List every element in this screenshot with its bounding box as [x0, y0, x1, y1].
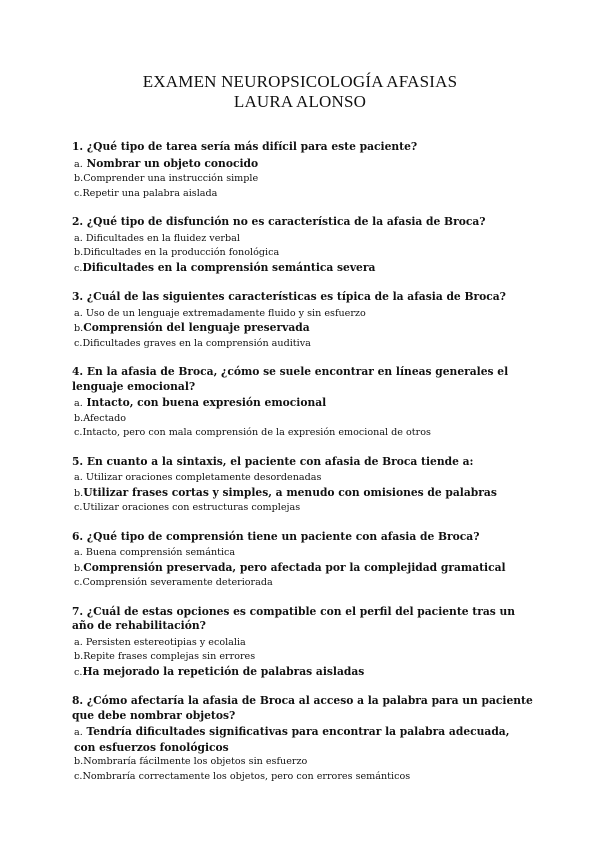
option-text: Dificultades en la fluidez verbal — [85, 232, 240, 244]
option-letter: c. — [74, 502, 83, 513]
option-text: Nombraría fácilmente los objetos sin esfuerzo — [83, 756, 308, 767]
option-letter: c. — [74, 187, 83, 199]
question-text: 4. En la afasia de Broca, ¿cómo se suele encontrar en líneas generales el lenguaje emocional? — [72, 365, 509, 393]
option-a-selected — [74, 157, 534, 173]
option-b-selected — [74, 486, 534, 502]
option-text: Comprensión del lenguaje preservada — [83, 321, 310, 334]
option-letter: a. — [74, 158, 83, 170]
question-4 — [72, 365, 534, 441]
option-text: Intacto, con buena expresión emocional — [86, 396, 327, 409]
option-a — [74, 307, 534, 322]
option-letter: b. — [74, 412, 84, 424]
option-text: Uso de un lenguaje extremadamente fluido y sin esfuerzo — [85, 307, 366, 319]
question-8 — [72, 694, 534, 784]
option-c — [74, 187, 534, 202]
option-text: Intacto, pero con mala comprensión de la expresión emocional de otros — [82, 427, 431, 438]
option-a — [74, 471, 534, 486]
option-text: Comprensión preservada, pero afectada por la complejidad gramatical — [83, 560, 506, 574]
option-text: Repetir una palabra aislada — [82, 187, 218, 199]
option-a — [74, 232, 534, 247]
option-text: Repite frases complejas sin errores — [83, 651, 256, 662]
option-letter: c. — [74, 427, 83, 438]
question-text: 5. En cuanto a la sintaxis, el paciente con afasia de Broca tiende a: — [72, 454, 474, 468]
question-text: 2. ¿Qué tipo de disfunción no es característica de la afasia de Broca? — [72, 215, 486, 228]
option-c — [74, 501, 534, 516]
option-text: Dificultades graves en la comprensión auditiva — [82, 337, 311, 349]
question-list — [72, 140, 534, 798]
option-text: Utilizar oraciones completamente desordenadas — [85, 472, 322, 483]
option-letter: a. — [74, 232, 83, 244]
option-text: Comprender una instrucción simple — [83, 173, 259, 184]
question-2 — [72, 215, 534, 276]
option-letter: a. — [74, 727, 83, 738]
option-letter: b. — [74, 562, 84, 574]
option-letter: c. — [74, 577, 83, 588]
option-b — [74, 755, 534, 770]
option-b — [74, 412, 534, 427]
option-text: Utilizar oraciones con estructuras complejas — [82, 502, 301, 513]
option-c — [74, 426, 534, 441]
question-text: 3. ¿Cuál de las siguientes características es típica de la afasia de Broca? — [72, 290, 506, 303]
option-letter: b. — [74, 487, 84, 499]
option-letter: a. — [74, 472, 83, 483]
option-letter: b. — [74, 323, 84, 334]
option-letter: b. — [74, 651, 84, 662]
option-text: Buena comprensión semántica — [85, 547, 236, 558]
option-letter: a. — [74, 398, 83, 409]
option-a — [74, 546, 534, 561]
option-a — [74, 636, 534, 651]
option-text: Dificultades en la comprensión semántica severa — [82, 260, 376, 274]
document-author: LAURA ALONSO — [233, 92, 367, 111]
option-b — [74, 172, 534, 187]
option-c — [74, 337, 534, 352]
option-text: Afectado — [83, 412, 127, 424]
option-a-selected — [74, 725, 534, 755]
option-b-selected — [74, 321, 534, 337]
option-letter: a. — [74, 547, 83, 558]
option-text: Nombrar un objeto conocido — [86, 156, 259, 170]
option-a-selected — [74, 396, 534, 412]
option-letter: c. — [74, 262, 83, 274]
option-b — [74, 246, 534, 261]
option-c — [74, 576, 534, 591]
question-1 — [72, 140, 534, 201]
option-b-selected — [74, 561, 534, 577]
question-text: 1. ¿Qué tipo de tarea sería más difícil para este paciente? — [72, 140, 418, 153]
option-c-selected — [74, 665, 534, 681]
question-5 — [72, 455, 534, 516]
option-text: Tendría dificultades significativas para encontrar la palabra adecuada, con esfuerzos fonológicos — [74, 725, 510, 754]
option-b — [74, 650, 534, 665]
option-text: Nombraría correctamente los objetos, pero con errores semánticos — [82, 770, 411, 782]
option-letter: b. — [74, 756, 84, 767]
option-c-selected — [74, 261, 534, 277]
question-text: 8. ¿Cómo afectaría la afasia de Broca al acceso a la palabra para un paciente que debe nombrar objetos? — [72, 694, 533, 722]
document-title: EXAMEN NEUROPSICOLOGÍA AFASIAS — [142, 72, 458, 91]
question-text: 6. ¿Qué tipo de comprensión tiene un paciente con afasia de Broca? — [72, 529, 480, 543]
option-text: Ha mejorado la repetición de palabras aisladas — [82, 664, 365, 678]
option-text: Dificultades en la producción fonológica — [83, 247, 280, 258]
question-7 — [72, 605, 534, 681]
option-text: Persisten estereotipias y ecolalia — [85, 636, 246, 648]
question-6 — [72, 530, 534, 591]
option-letter: a. — [74, 636, 83, 648]
option-letter: c. — [74, 337, 83, 349]
option-letter: c. — [74, 666, 83, 678]
option-letter: b. — [74, 247, 84, 258]
option-c — [74, 770, 534, 785]
option-letter: c. — [74, 770, 83, 782]
option-letter: a. — [74, 307, 83, 319]
option-letter: b. — [74, 173, 84, 184]
option-text: Comprensión severamente deteriorada — [82, 577, 273, 588]
question-3 — [72, 290, 534, 351]
option-text: Utilizar frases cortas y simples, a menudo con omisiones de palabras — [83, 485, 497, 499]
question-text: 7. ¿Cuál de estas opciones es compatible con el perfil del paciente tras un año de rehabilitación? — [72, 604, 516, 632]
